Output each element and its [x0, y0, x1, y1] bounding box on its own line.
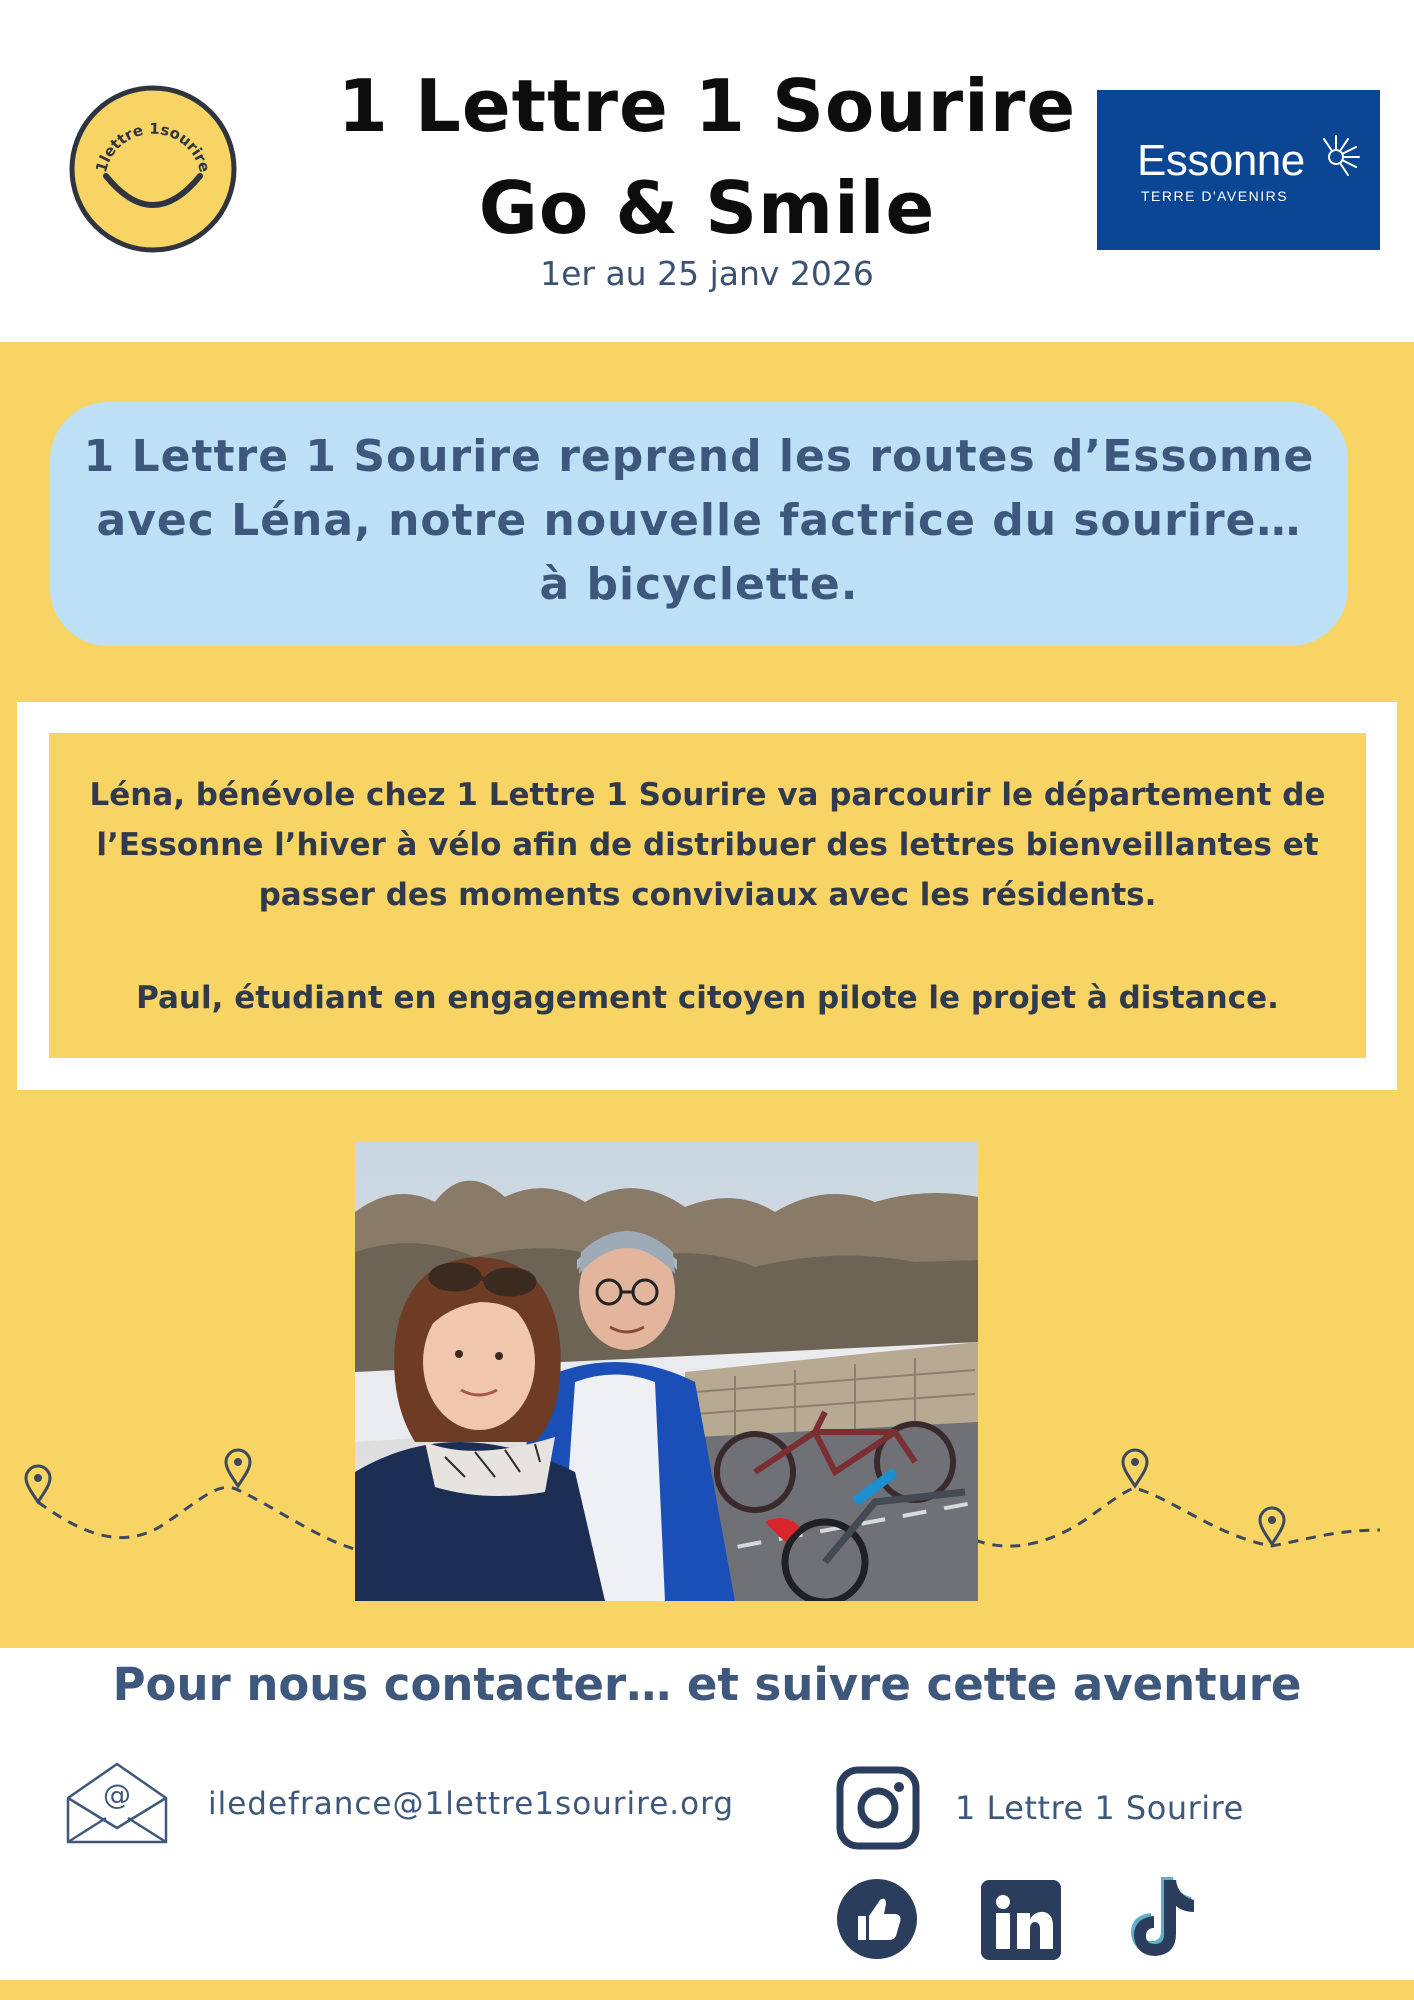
pilot-paragraph: Paul, étudiant en engagement citoyen pilote le projet à distance.: [136, 980, 1279, 1016]
partner-tagline: TERRE D'AVENIRS: [1141, 188, 1289, 204]
linkedin-icon[interactable]: [981, 1880, 1061, 1960]
contact-title: Pour nous contacter… et suivre cette aventure: [112, 1658, 1302, 1711]
map-pin-icon: [1123, 1450, 1147, 1486]
email-link[interactable]: iledefrance@1lettre1sourire.org: [208, 1786, 735, 1822]
volunteers-photo: [355, 1142, 978, 1601]
svg-text:@: @: [103, 1778, 131, 1811]
description-paragraph: [60, 770, 1355, 920]
partner-name: Essonne: [1137, 136, 1305, 185]
logo-text: 1lettre 1sourire: [92, 119, 214, 175]
essonne-logo: [1097, 90, 1380, 250]
tiktok-icon[interactable]: [1120, 1876, 1200, 1960]
headline-line: à bicyclette.: [539, 559, 859, 610]
description-line: l’Essonne l’hiver à vélo afin de distribuer des lettres bienveillantes et: [96, 827, 1319, 863]
bottom-strip: [0, 1980, 1414, 2000]
description-line: passer des moments conviviaux avec les résidents.: [258, 877, 1157, 913]
route-trail-right: [975, 1430, 1385, 1560]
association-logo: [68, 84, 238, 254]
page-title-line2: Go & Smile: [478, 166, 936, 250]
instagram-handle[interactable]: 1 Lettre 1 Sourire: [955, 1789, 1244, 1827]
event-date: 1er au 25 janv 2026: [540, 254, 874, 293]
route-trail-left: [0, 1430, 360, 1560]
sun-icon: [1309, 130, 1363, 184]
instagram-icon[interactable]: [836, 1766, 920, 1850]
page-title-line1: 1 Lettre 1 Sourire: [337, 64, 1077, 148]
headline: [50, 425, 1348, 617]
headline-line: avec Léna, notre nouvelle factrice du sourire…: [96, 495, 1302, 546]
headline-line: 1 Lettre 1 Sourire reprend les routes d’Essonne: [83, 431, 1315, 482]
facebook-like-icon[interactable]: [836, 1878, 918, 1960]
mail-icon: [66, 1762, 168, 1844]
description-line: Léna, bénévole chez 1 Lettre 1 Sourire va parcourir le département de: [89, 777, 1326, 813]
map-pin-icon: [226, 1450, 250, 1486]
map-pin-icon: [1260, 1508, 1284, 1544]
map-pin-icon: [26, 1466, 50, 1502]
